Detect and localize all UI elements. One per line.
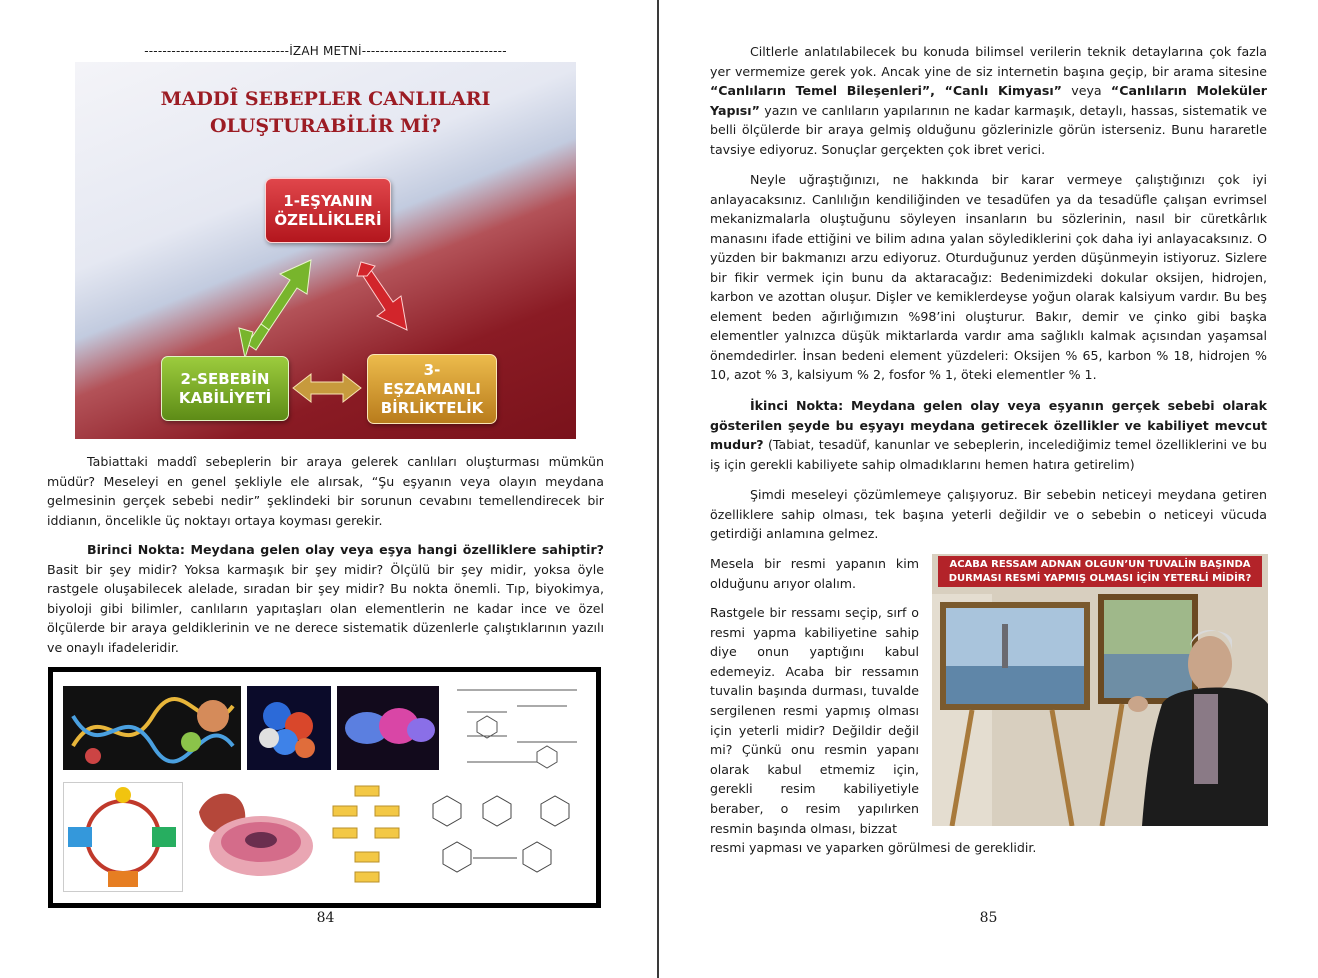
right-page [710, 0, 1267, 978]
izah-metni-header: --------------------------------İZAH METNİ-------------------------------- [144, 44, 507, 58]
chemical-formula-figure [447, 682, 591, 778]
left-page-number: 84 [316, 910, 335, 926]
slide-image [75, 62, 576, 439]
right-paragraph-6: Rastgele bir ressamı seçip, sırf o resmi yapma kabiliyetine sahip diye onun yaptığını kabul edemeyiz. Acaba bir ressamın tuvalin başında durması, tuvalde sergilenen resmi yapmış olması için yeterli midir? Değildir değil mi? Çünkü onu resmin yapanı olarak kabul etmemiz için, gerekli resim kabiliyetiyle beraber, o resim yapılırken resmin başında olması, bizzat [710, 605, 919, 836]
box-sebebin-kabiliyeti: 2-SEBEBİN KABİLİYETİ [161, 356, 289, 421]
dna-cell-figure [63, 686, 241, 770]
dna-strand-figure [337, 686, 439, 770]
right-paragraph-4: Şimdi meseleyi çözümlemeye çalışıyoruz. Bir sebebin neticeyi meydana getiren özelliklere sahip olması, tek başına yeterli değildir ve o sebebin o neticeyi vücuda getirdiği anlamına gelmez. [710, 487, 1267, 541]
sugar-structure-figure [413, 784, 591, 888]
right-paragraph-1: Ciltlerle anlatılabilecek bu konuda bilimsel verilerin teknik detaylarına çok fazla yer vermemize gerek yok. Ancak yine de siz internetin başına geçip, bir arama sitesine “Canlıların Temel Bileşenleri”, “Canlı Kimyası” veya “Canlıların Moleküler Yapısı” yazın ve canlıların yapılarının ne kadar karmaşık, detaylı, hassas, sistematik ve belli ölçülerde bir araya gelmiş olduğunu gözlerinizle görün isterseniz. Bunu hararetle tavsiye ediyoruz. Sonuçlar gerçekten çok ibret verici. [710, 44, 1267, 157]
left-page [47, 0, 604, 978]
photo-caption-banner: ACABA RESSAM ADNAN OLGUN’UN TUVALİN BAŞINDA DURMASI RESMİ YAPMIŞ OLMASI İÇİN YETERLİ MİDİR? [938, 556, 1262, 587]
red-arrow-icon [357, 262, 407, 330]
box-eszamanli-birliktelik: 3- EŞZAMANLI BİRLİKTELİK [367, 354, 497, 424]
right-paragraph-2: Neyle uğraştığınızı, ne hakkında bir karar vermeye çalıştığınızı çok iyi anlayacaksınız. Canlılığın kendiliğinden ve tesadüfen ya da tesadüfle çalışan evrimsel mekanizmalarla oluştuğunu söyleyen insanların bu sözlerinin, nasıl bir cüretkârlık manasını ifade ettiğini ve bilim adına yalan söylediklerini çok daha iyi anlayacaksınız. O yüzden bir bakmanızı arzu ediyoruz. Oturduğunuz yerden düşünmeyin istiyoruz. Sizlere bir fikir vermek için bunu da aktaracağız: Bedenimizdeki dokular oksijen, hidrojen, karbon ve azottan oluşur. Dişler ve kemiklerdeyse yoğun olarak kalsiyum vardır. Bu beş element beden ağırlığımızın %98’ini oluşturur. Bakır, demir ve çinko gibi başka elementler yalnızca düşük miktarlarda vardır ama sağlıklı kalmak açısından yaşamsal önemdedirler. İnsan bedeni element yüzdeleri: Oksijen % 65, karbon % 18, hidrojen % 10, azot % 3, kalsiyum % 2, fosfor % 1, öteki elementler % 1. [710, 172, 1267, 382]
slide-title: MADDÎ SEBEPLER CANLILARI OLUŞTURABİLİR Mİ? [160, 88, 491, 137]
liver-tissue-figure [189, 782, 315, 890]
slide-arrows [75, 62, 576, 439]
left-paragraph-1: Tabiattaki maddî sebeplerin bir araya gelerek canlıları oluşturması mümkün müdür? Meseleyi en genel şekliyle ele alırsak, “Şu eşyanın veya olayın meydana gelmesinin gerçek sebebi nedir” şeklindeki bir sorunun cevabını temellendirecek bir iddianın, öncelikle üç noktayı ortaya koyması gerekir. [47, 454, 604, 528]
page-divider [657, 0, 659, 978]
right-paragraph-3: İkinci Nokta: Meydana gelen olay veya eşyanın gerçek sebebi olarak gösterilen şeyde bu eşyayı meydana getirecek özellikler ve kabiliyet mevcut mudur? (Tabiat, tesadüf, kanunlar ve sebeplerin, incelediğimiz temel özelliklerini ve bu iş için gerekli kabiliyete sahip olmadıklarını hemen hatıra getirelim) [710, 398, 1267, 472]
left-paragraph-2: Birinci Nokta: Meydana gelen olay veya eşya hangi özelliklere sahiptir? Basit bir şey midir? Yoksa karmaşık bir şey midir? Ölçülü bir şey midir, yoksa öyle rastgele oluşabilecek alelade, sıradan bir şey midir? Bu nokta önemli. Tıp, biyokimya, biyoloji gibi bilimler, canlıların yapıtaşları olan elementlerin ne kadar ince ve özel ölçülerde bir araya geldiklerinin ve ne derece sistematik düzenlerle çalıştıklarının yazılı ve onaylı ifadeleridir. [47, 542, 604, 655]
painter-photo [932, 554, 1268, 826]
double-arrow-icon [293, 374, 361, 402]
science-collage-image [48, 667, 601, 908]
box-esyanin-ozellikleri: 1-EŞYANIN ÖZELLİKLERİ [265, 178, 391, 243]
right-paragraph-5: Mesela bir resmi yapanın kim olduğunu arıyor olalım. [710, 556, 919, 591]
right-page-number: 85 [979, 910, 998, 926]
flowchart-figure [327, 782, 407, 890]
ecosystem-cycle-figure [63, 782, 183, 892]
protein-molecule-figure [247, 686, 331, 770]
painter-photo-scene [932, 554, 1268, 826]
green-arrow-icon [239, 260, 311, 358]
right-paragraph-6-end: resmi yapması ve yaparken görülmesi de gereklidir. [710, 840, 1037, 855]
